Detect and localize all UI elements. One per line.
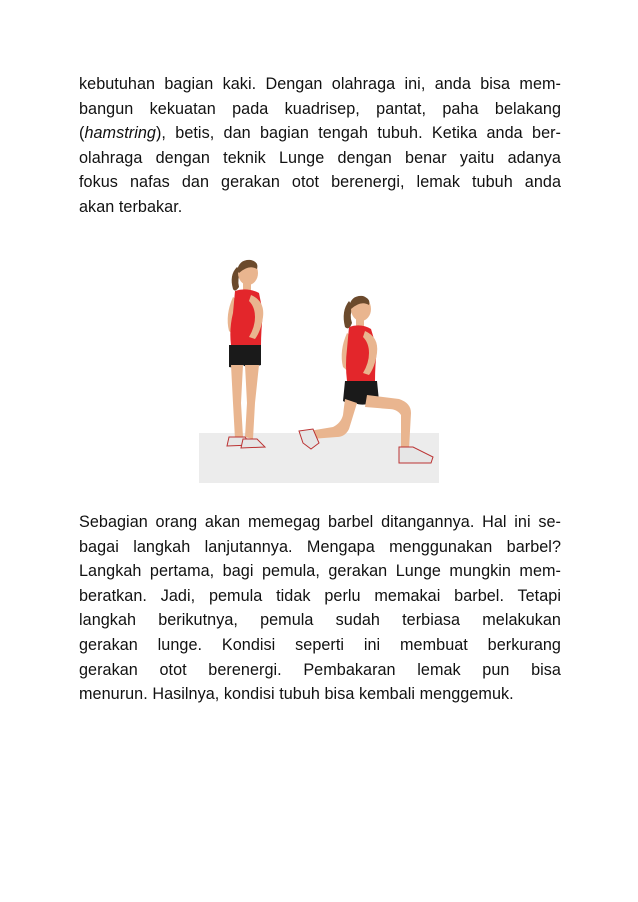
paragraph-1-line: kebutuhan bagian kaki. Dengan olahraga ini, anda bisa mem-	[79, 75, 561, 93]
lunge-exercise-illustration	[199, 253, 439, 483]
paragraph-1-line: olahraga dengan teknik Lunge dengan benar yaitu adanya	[79, 148, 561, 167]
paragraph-2-line: Sebagian orang akan memegag barbel ditangannya. Hal ini se-	[79, 513, 561, 531]
hamstring-term: hamstring	[84, 124, 156, 143]
paragraph-1-line: fokus nafas dan gerakan otot berenergi, lemak tubuh anda	[79, 173, 561, 192]
paragraph-2-line: Langkah pertama, bagi pemula, gerakan Lunge mungkin mem-	[79, 562, 561, 581]
paragraph-2-line: menurun. Hasilnya, kondisi tubuh bisa kembali menggemuk.	[79, 685, 514, 704]
paragraph-2-line: langkah berikutnya, pemula sudah terbiasa melakukan	[79, 611, 561, 630]
paragraph-2-line: bagai langkah lanjutannya. Mengapa menggunakan barbel?	[79, 537, 561, 556]
paragraph-2	[79, 510, 561, 707]
paragraph-2-line: beratkan. Jadi, pemula tidak perlu memakai barbel. Tetapi	[79, 586, 561, 605]
paragraph-1-line: (hamstring), betis, dan bagian tengah tubuh. Ketika anda ber-	[79, 124, 561, 143]
paragraph-1-line: akan terbakar.	[79, 197, 183, 216]
paragraph-1-line: bangun kekuatan pada kuadrisep, pantat, paha belakang	[79, 99, 561, 118]
paragraph-2-line: gerakan lunge. Kondisi seperti ini membuat berkurang	[79, 635, 561, 654]
paragraph-2-line: gerakan otot berenergi. Pembakaran lemak pun bisa	[79, 660, 561, 679]
paragraph-1	[79, 72, 561, 220]
standing-woman-figure	[227, 260, 265, 448]
